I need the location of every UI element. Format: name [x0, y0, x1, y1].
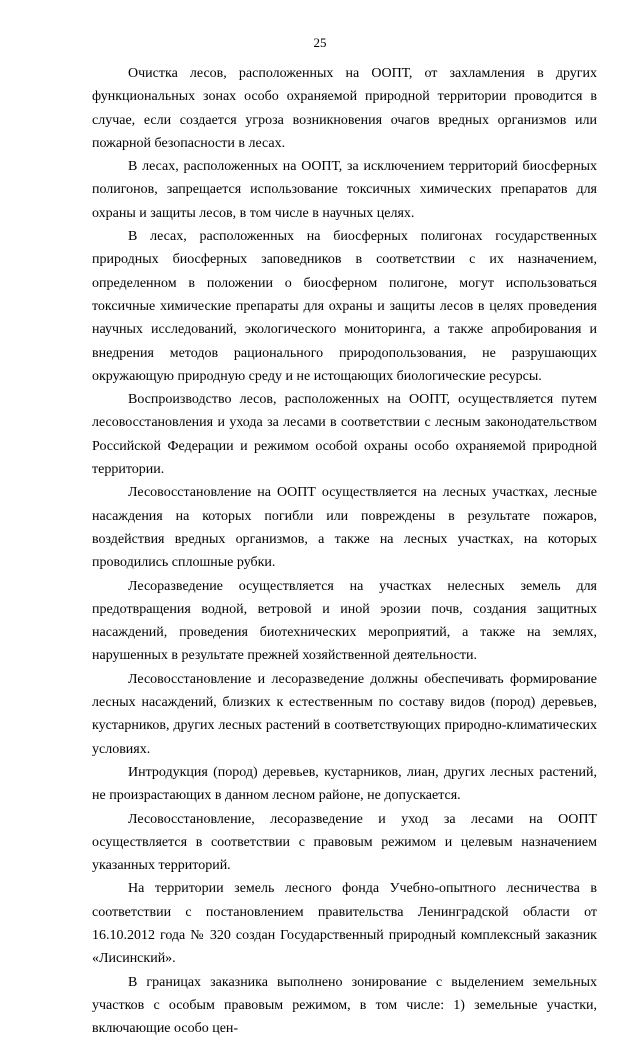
- paragraph: Интродукция (пород) деревьев, кустарников, лиан, других лесных растений, не произрастающих в данном лесном районе, не допускается.: [92, 764, 597, 804]
- paragraph: Лесовосстановление на ООПТ осуществляется на лесных участках, лесные насаждения на которых погибли или повреждены в результате пожаров, воздействия вредных организмов, а также на лесных участках, на которых проводились сплошные рубки.: [92, 485, 597, 571]
- paragraph: Лесоразведение осуществляется на участках нелесных земель для предотвращения водной, ветровой и иной эрозии почв, создания защитных насаждений, проведения биотехнических мероприятий, а также на землях, нарушенных в результате прежней хозяйственной деятельности.: [92, 578, 597, 664]
- paragraph: Лесовосстановление, лесоразведение и уход за лесами на ООПТ осуществляется в соответствии с правовым режимом и целевым назначением указанных территорий.: [92, 811, 597, 874]
- paragraph: Очистка лесов, расположенных на ООПТ, от захламления в других функциональных зонах особо охраняемой природной территории проводится в случае, если создается угроза возникновения очагов вредных организмов или пожарной безопасности в лесах.: [92, 66, 597, 151]
- paragraph: В границах заказника выполнено зонирование с выделением земельных участков с особым правовым режимом, в том числе: 1) земельные участки, включающие особо цен-: [92, 974, 597, 1037]
- paragraph: В лесах, расположенных на ООПТ, за исключением территорий биосферных полигонов, запрещается использование токсичных химических препаратов для охраны и защиты лесов, в том числе в научных целях.: [92, 159, 597, 221]
- document-body: [92, 62, 597, 1040]
- paragraph: В лесах, расположенных на биосферных полигонах государственных природных биосферных заповедников в соответствии с их назначением, определенном в положении о биосферном полигоне, могут использоваться токсичные химические препараты для охраны и защиты лесов в целях проведения научных исследований, экологического мониторинга, а также апробирования и внедрения методов рационального природопользования, не разрушающих окружающую природную среду и не истощающих биологические ресурсы.: [92, 229, 597, 384]
- paragraph: Воспроизводство лесов, расположенных на ООПТ, осуществляется путем лесовосстановления и ухода за лесами в соответствии с лесным законодательством Российской Федерации и режимом особой охраны особо охраняемой природной территории.: [92, 392, 597, 478]
- paragraph: Лесовосстановление и лесоразведение должны обеспечивать формирование лесных насаждений, близких к естественным по составу видов (пород) деревьев, кустарников, других лесных растений в соответствующих природно-климатических условиях.: [92, 671, 597, 757]
- paragraph: На территории земель лесного фонда Учебно-опытного лесничества в соответствии с постановлением правительства Ленинградской области от 16.10.2012 года № 320 создан Государственный природный комплексный заказник «Лисинский».: [92, 881, 597, 967]
- page-number: 25: [313, 35, 327, 50]
